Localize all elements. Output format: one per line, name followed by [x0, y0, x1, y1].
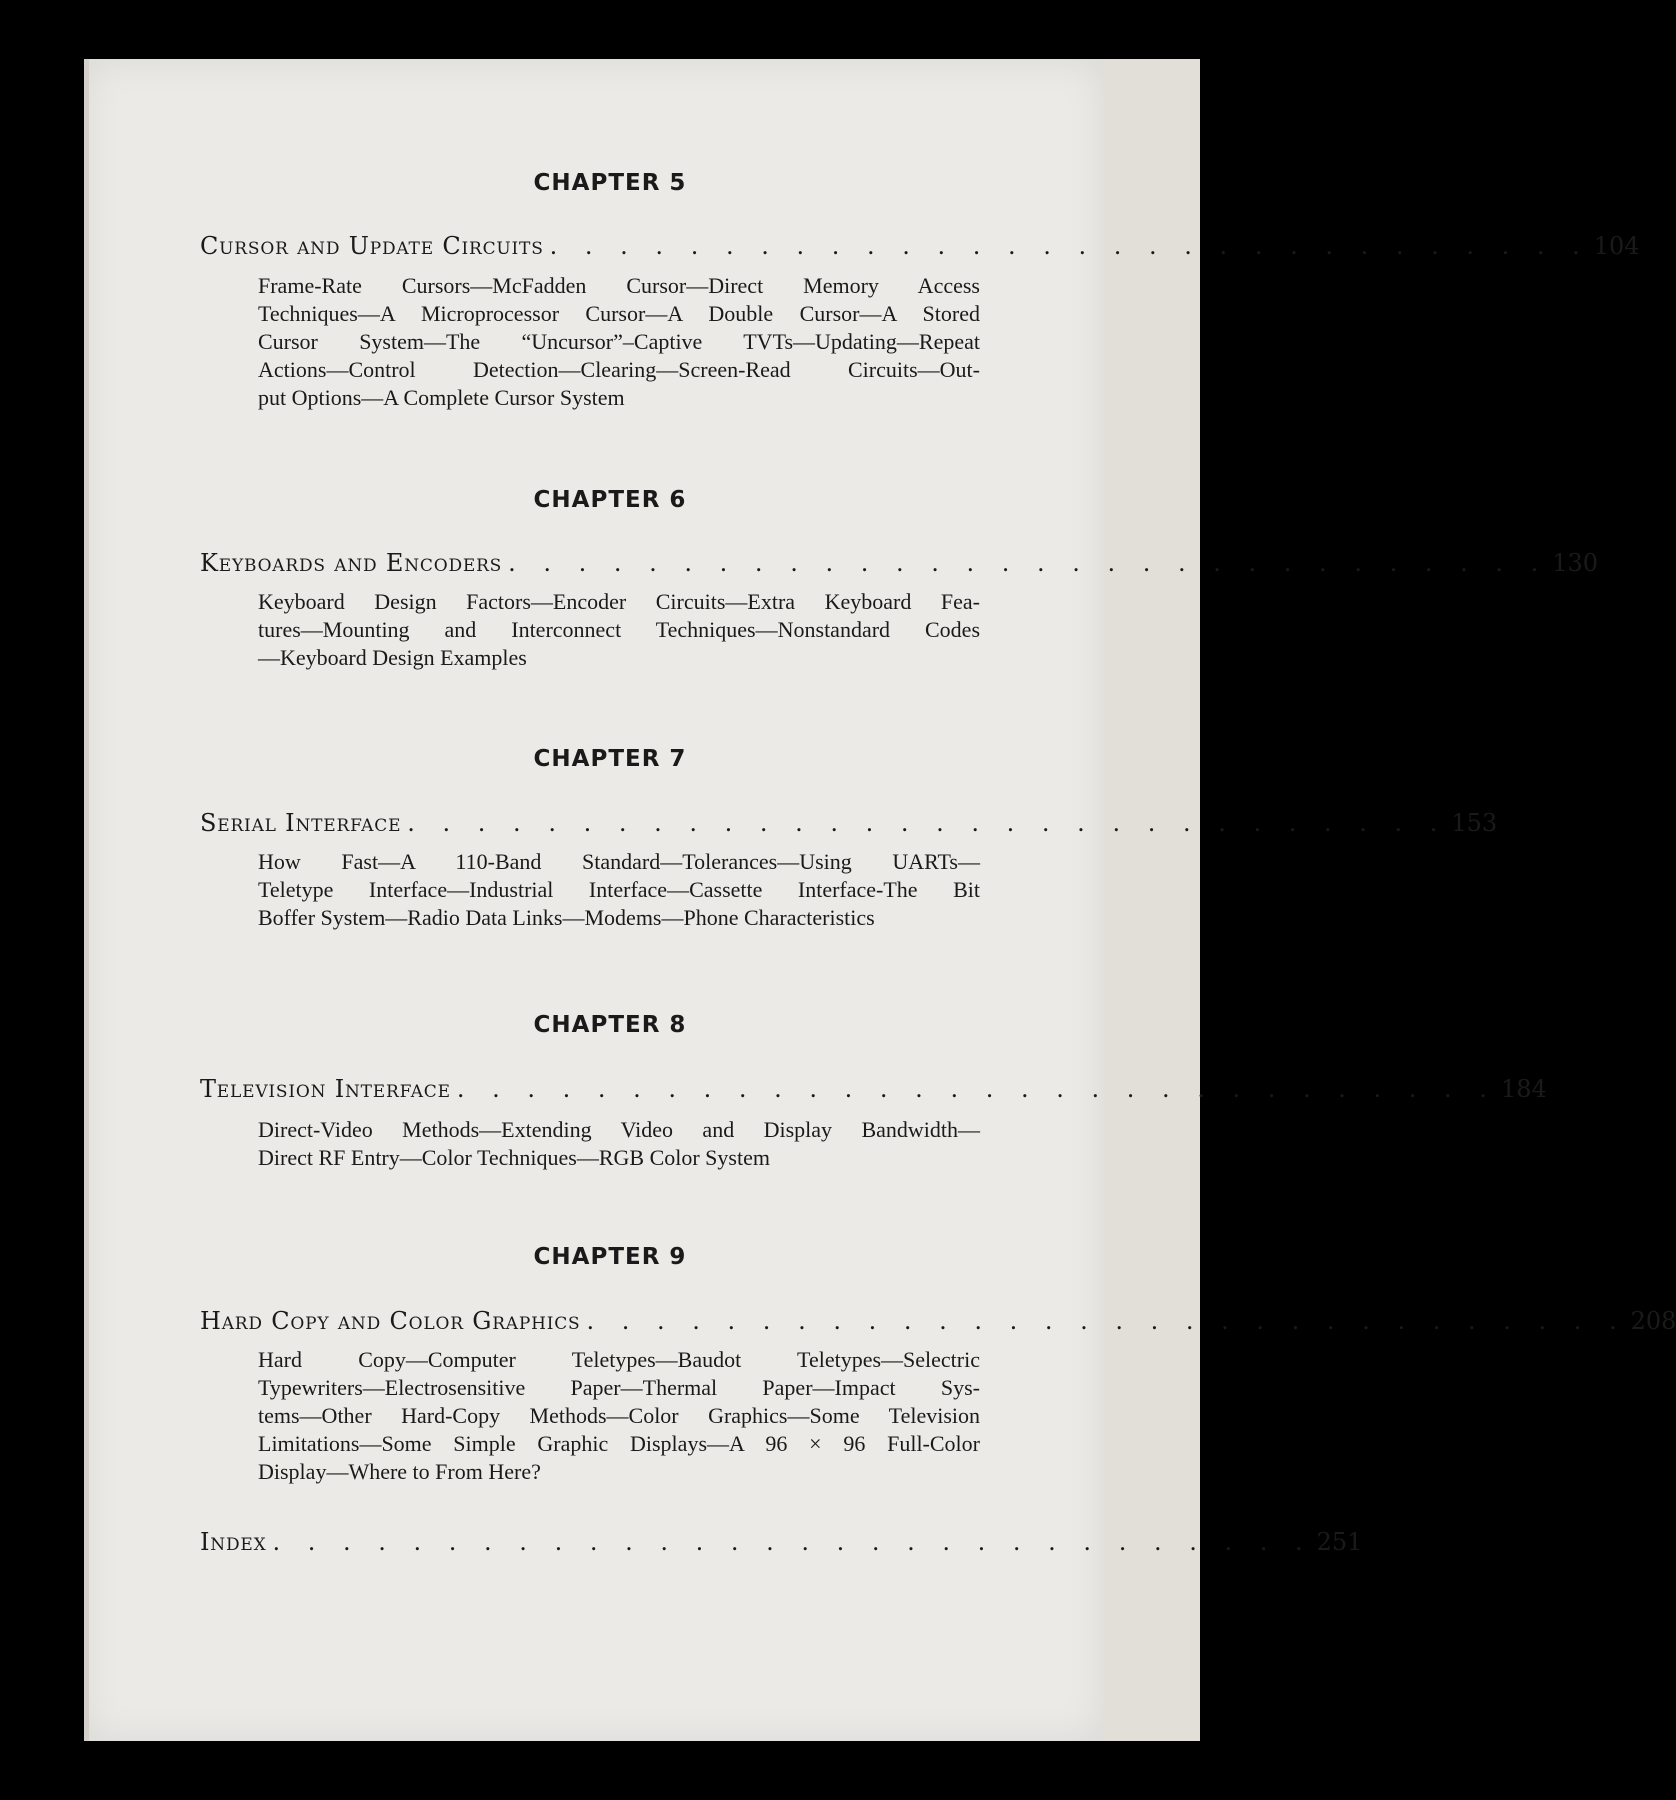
toc-entry — [200, 1307, 1676, 1335]
description-line: Keyboard Design Factors—Encoder Circuits—Extra Keyboard Fea- — [258, 589, 980, 614]
description-line: How Fast—A 110-Band Standard—Tolerances—Using UARTs— — [258, 849, 980, 874]
description-line: tures—Mounting and Interconnect Techniques—Nonstandard Codes — [258, 617, 980, 642]
dot-leader: . . . . . . . . . . . . . . . . . . . . . . . . . . . . . . — [508, 549, 1549, 577]
toc-entry — [200, 549, 1599, 577]
page-number: 251 — [1316, 1528, 1363, 1556]
page-number: 153 — [1451, 809, 1498, 837]
dot-leader: . . . . . . . . . . . . . . . . . . . . . . . . . . . . . . — [586, 1307, 1627, 1335]
dot-leader: . . . . . . . . . . . . . . . . . . . . . . . . . . . . . . — [407, 809, 1448, 837]
entry-title: Television Interface — [200, 1075, 451, 1103]
entry-description — [258, 588, 980, 672]
toc-entry — [200, 1075, 1547, 1103]
entry-title: Index — [200, 1528, 267, 1556]
chapter-heading: CHAPTER 7 — [533, 746, 687, 772]
entry-description — [258, 272, 980, 412]
page-number: 104 — [1593, 232, 1640, 260]
toc-entry — [200, 809, 1498, 837]
page-number: 130 — [1552, 549, 1599, 577]
description-line: Typewriters—Electrosensitive Paper—Thermal Paper—Impact Sys- — [258, 1375, 980, 1400]
chapter-heading: CHAPTER 8 — [533, 1012, 687, 1038]
page-number: 184 — [1500, 1075, 1547, 1103]
description-line: Boffer System—Radio Data Links—Modems—Phone Characteristics — [258, 905, 875, 930]
description-line: Frame-Rate Cursors—McFadden Cursor—Direct Memory Access — [258, 273, 980, 298]
entry-description — [258, 1116, 980, 1172]
toc-entry — [200, 232, 1640, 260]
entry-title: Keyboards and Encoders — [200, 549, 503, 577]
entry-title: Serial Interface — [200, 809, 402, 837]
description-line: tems—Other Hard-Copy Methods—Color Graphics—Some Television — [258, 1403, 980, 1428]
description-line: Hard Copy—Computer Teletypes—Baudot Teletypes—Selectric — [258, 1347, 980, 1372]
chapter-heading: CHAPTER 5 — [533, 170, 687, 196]
toc-entry-index — [200, 1528, 1363, 1556]
page-number: 208 — [1630, 1307, 1676, 1335]
description-line: Display—Where to From Here? — [258, 1459, 541, 1484]
facing-page-edge — [1104, 59, 1200, 1741]
description-line: Direct RF Entry—Color Techniques—RGB Color System — [258, 1145, 770, 1170]
entry-title: Hard Copy and Color Graphics — [200, 1307, 581, 1335]
description-line: Actions—Control Detection—Clearing—Screen-Read Circuits—Out- — [258, 357, 980, 382]
entry-title: Cursor and Update Circuits — [200, 232, 544, 260]
entry-description — [258, 848, 980, 932]
description-line: Techniques—A Microprocessor Cursor—A Double Cursor—A Stored — [258, 301, 980, 326]
description-line: —Keyboard Design Examples — [258, 645, 527, 670]
description-line: Direct-Video Methods—Extending Video and Display Bandwidth— — [258, 1117, 980, 1142]
chapter-heading: CHAPTER 9 — [533, 1244, 687, 1270]
description-line: Teletype Interface—Industrial Interface—Cassette Interface-The Bit — [258, 877, 980, 902]
entry-description — [258, 1346, 980, 1486]
description-line: Limitations—Some Simple Graphic Displays—A 96 × 96 Full-Color — [258, 1431, 980, 1456]
dot-leader: . . . . . . . . . . . . . . . . . . . . . . . . . . . . . . — [549, 232, 1590, 260]
description-line: Cursor System—The “Uncursor”–Captive TVTs—Updating—Repeat — [258, 329, 980, 354]
description-line: put Options—A Complete Cursor System — [258, 385, 625, 410]
dot-leader: . . . . . . . . . . . . . . . . . . . . . . . . . . . . . . — [272, 1528, 1313, 1556]
dot-leader: . . . . . . . . . . . . . . . . . . . . . . . . . . . . . . — [456, 1075, 1497, 1103]
chapter-heading: CHAPTER 6 — [533, 487, 687, 513]
